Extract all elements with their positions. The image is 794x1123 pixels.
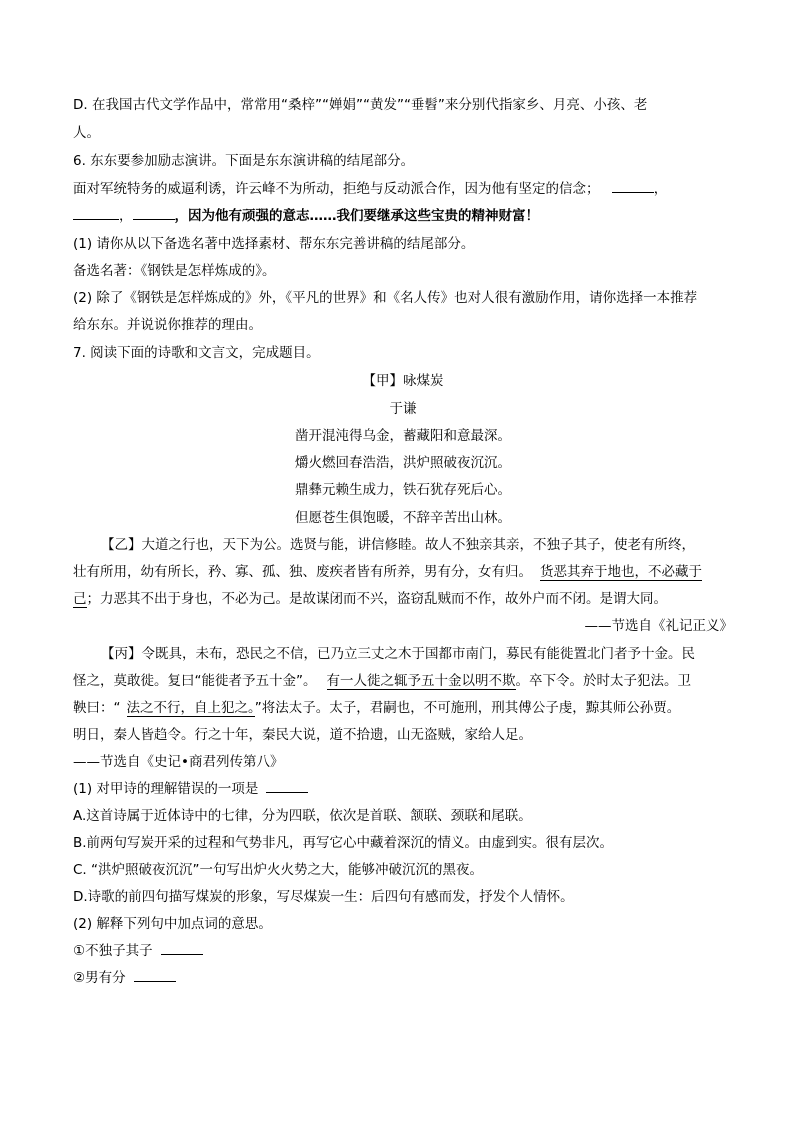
answer-blank-1[interactable] — [612, 180, 654, 193]
yi-line3 — [73, 590, 667, 608]
q6-sub2-line1: (2) 除了《钢铁是怎样炼成的》外，《平凡的世界》和《名人传》也对人很有激励作用，请你选择一本推荐 — [73, 290, 698, 306]
answer-blank-5[interactable] — [161, 942, 203, 955]
yi-underlined-2: 己 — [73, 591, 87, 607]
yi-source: ——节选自《礼记正义》 — [584, 618, 733, 634]
bing-line2 — [73, 672, 691, 690]
bing-underlined-2: 法之不行，自上犯之。 — [126, 700, 255, 716]
poem-line: 但愿苍生俱饱暖，不辞辛苦出山林。 — [295, 510, 511, 526]
option-c: C. “洪炉照破夜沉沉”一句写出炉火火势之大，能够冲破沉沉的黑夜。 — [73, 862, 483, 878]
item-text: ①不独子其子 — [73, 943, 153, 959]
option-a: A.这首诗属于近体诗中的七律，分为四联，依次是首联、颔联、颈联和尾联。 — [73, 808, 532, 824]
q6-speech-text-2: ，因为他有顽强的意志……我们要继承这些宝贵的精神财富！ — [174, 208, 539, 224]
option-d: D.诗歌的前四句描写煤炭的形象，写尽煤炭一生：后四句有感而发，抒发个人情怀。 — [73, 889, 574, 905]
q7-item2 — [73, 969, 176, 987]
bing-underlined: 有一人徙之辄予五十金以明不欺 — [326, 673, 516, 689]
option-d-line1: D. 在我国古代文学作品中，常常用“桑梓”“婵娟”“黄发”“垂髫”来分别代指家乡、月亮、小孩、老 — [73, 97, 648, 113]
bing-text: 怪之，莫敢徙。复曰“能徙者予五十金”。 — [73, 673, 317, 689]
q6-sub1-books: 备选名著：《钢铁是怎样炼成的》。 — [73, 263, 276, 279]
q7-title: 7. 阅读下面的诗歌和文言文，完成题目。 — [73, 345, 320, 361]
yi-text: 壮有所用，幼有所长，矜、寡、孤、独、废疾者皆有所养，男有分，女有归。 — [73, 564, 532, 580]
answer-blank-2[interactable] — [73, 207, 119, 220]
poem-line: 凿开混沌得乌金，蓄藏阳和意最深。 — [295, 428, 511, 444]
answer-blank-3[interactable] — [133, 207, 175, 220]
q7-sub1-text: (1) 对甲诗的理解错误的一项是 — [73, 781, 259, 797]
bing-line4: 明日，秦人皆趋令。行之十年，秦民大说，道不拾遗，山无盗贼，家给人足。 — [73, 727, 532, 743]
item-text: ②男有分 — [73, 970, 126, 986]
q7-item1 — [73, 942, 203, 960]
q6-sub2-line2: 给东东。并说说你推荐的理由。 — [73, 317, 262, 333]
bing-text-2: 。卒下令。於时太子犯法。卫 — [515, 673, 691, 689]
q6-speech-line2 — [73, 207, 539, 225]
answer-blank-6[interactable] — [134, 969, 176, 982]
bing-line1: 【丙】令既具，未布，恐民之不信，已乃立三丈之木于国都市南门，募民有能徙置北门者予十金。民 — [101, 646, 695, 662]
yi-text-2: ；力恶其不出于身也，不必为己。是故谋闭而不兴，盗窃乱贼而不作，故外户而不闭。是谓大同。 — [86, 591, 667, 607]
yi-underlined: 货恶其弃于地也，不必藏于 — [540, 564, 702, 580]
q6-speech-text: 面对军统特务的威逼利诱，许云峰不为所动，拒绝与反动派合作，因为他有坚定的信念； — [73, 181, 600, 197]
poem-line: 爝火燃回春浩浩，洪炉照破夜沉沉。 — [295, 455, 511, 471]
poem-title: 【甲】咏煤炭 — [362, 373, 444, 389]
q7-sub2: (2) 解释下列句中加点词的意思。 — [73, 916, 272, 932]
yi-line2 — [73, 563, 702, 581]
option-d-line2: 人。 — [73, 125, 100, 141]
bing-text-4: ”将法太子。太子，君嗣也，不可施刑，刑其傅公子虔，黥其师公孙贾。 — [254, 700, 681, 716]
poem-author: 于谦 — [389, 401, 417, 417]
yi-line1: 【乙】大道之行也，天下为公。选贤与能，讲信修睦。故人不独亲其亲，不独子其子，使老有所终， — [101, 537, 695, 553]
q6-sub1: (1) 请你从以下备选名著中选择素材、帮东东完善讲稿的结尾部分。 — [73, 236, 475, 252]
bing-source: ——节选自《史记•商君列传第八》 — [73, 754, 284, 770]
poem-line: 鼎彝元赖生成力，铁石犹存死后心。 — [295, 482, 511, 498]
bing-text-3: 鞅曰：“ — [73, 700, 121, 716]
bing-line3 — [73, 699, 680, 717]
q7-sub1 — [73, 780, 308, 798]
option-b: B.前两句写炭开采的过程和气势非凡，再写它心中藏着深沉的情义。由虚到实。很有层次。 — [73, 835, 614, 851]
comma: ， — [119, 208, 133, 224]
comma: ， — [653, 181, 668, 197]
q6-title: 6. 东东要参加励志演讲。下面是东东演讲稿的结尾部分。 — [73, 153, 415, 169]
q6-speech-line1 — [73, 180, 667, 198]
answer-blank-4[interactable] — [266, 780, 308, 793]
